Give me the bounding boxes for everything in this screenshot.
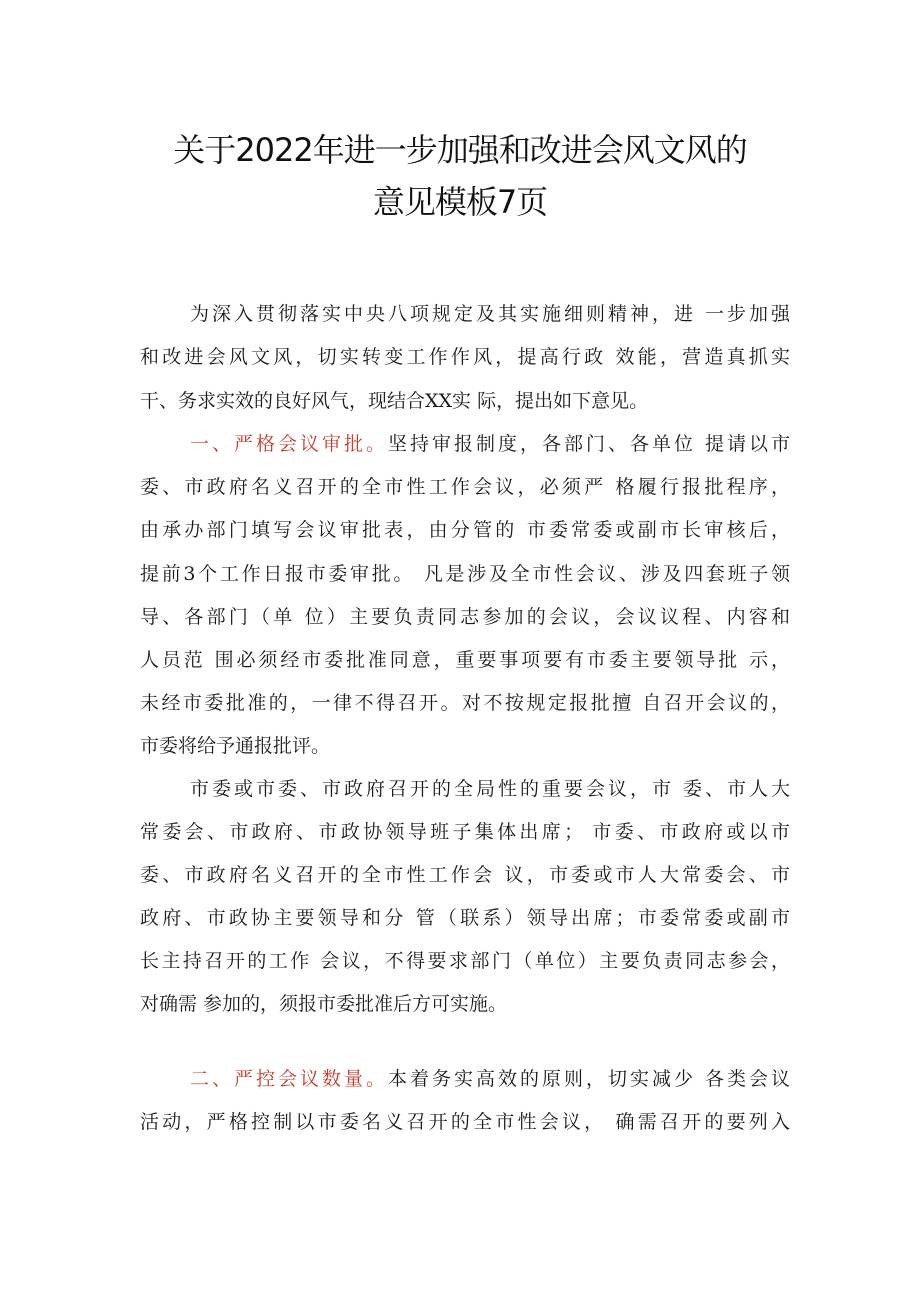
title-line-1: 关于2022年进一步加强和改进会风文风的 xyxy=(173,131,747,169)
section-2-line-2: 活动，严格控制以市委名义召开的全市性会议， 确需召开的要列入 xyxy=(140,1111,790,1133)
section-1-line-6: 人员范 围必须经市委批准同意，重要事项要有市委主要领导批 示， xyxy=(140,649,790,671)
section-1-line-5: 导、各部门（单 位）主要负责同志参加的会议，会议议程、内容和 xyxy=(140,606,790,628)
section-1-line-1 xyxy=(190,429,790,459)
section-2-text: 本着务实高效的原则，切实减少 各类会议 xyxy=(387,1068,790,1090)
document-title xyxy=(0,124,920,228)
paragraph-1-line-1: 为深入贯彻落实中央八项规定及其实施细则精神，进 一步加强 xyxy=(190,303,790,325)
paragraph-2-line-5: 长主持召开的工作 会议，不得要求部门（单位）主要负责同志参会， xyxy=(140,950,790,972)
paragraph-1-line-3: 干、务求实效的良好风气，现结合XX实 际，提出如下意见。 xyxy=(140,390,649,412)
section-1-line-8: 市委将给予通报批评。 xyxy=(140,735,331,757)
paragraph-2-line-3: 委、市政府名义召开的全市性工作会 议，市委或市人大常委会、市 xyxy=(140,864,790,886)
paragraph-2-line-1: 市委或市委、市政府召开的全局性的重要会议，市 委、市人大 xyxy=(190,778,790,800)
section-2-line-1 xyxy=(190,1064,790,1094)
section-2-heading: 二、严控会议数量。 xyxy=(190,1068,388,1090)
section-1-line-4: 提前3个工作日报市委审批。 凡是涉及全市性会议、涉及四套班子领 xyxy=(140,563,790,585)
paragraph-1-line-2: 和改进会风文风，切实转变工作作风，提高行政 效能，营造真抓实 xyxy=(140,346,790,368)
section-1-line-2: 委、市政府名义召开的全市性工作会议，必须严 格履行报批程序， xyxy=(140,476,790,498)
section-1-heading: 一、严格会议审批。 xyxy=(190,433,388,455)
paragraph-2-line-4: 政府、市政协主要领导和分 管（联系）领导出席；市委常委或副市 xyxy=(140,907,790,929)
section-1-text: 坚持审报制度，各部门、各单位 提请以市 xyxy=(387,433,790,455)
title-line-2: 意见模板7页 xyxy=(372,183,548,221)
paragraph-2-line-2: 常委会、市政府、市政协领导班子集体出席； 市委、市政府或以市 xyxy=(140,821,790,843)
section-1-line-3: 由承办部门填写会议审批表，由分管的 市委常委或副市长审核后， xyxy=(140,519,790,541)
section-1-line-7: 未经市委批准的，一律不得召开。对不按规定报批擅 自召开会议的， xyxy=(140,692,790,714)
paragraph-2-line-6: 对确需 参加的，须报市委批准后方可实施。 xyxy=(140,993,508,1015)
